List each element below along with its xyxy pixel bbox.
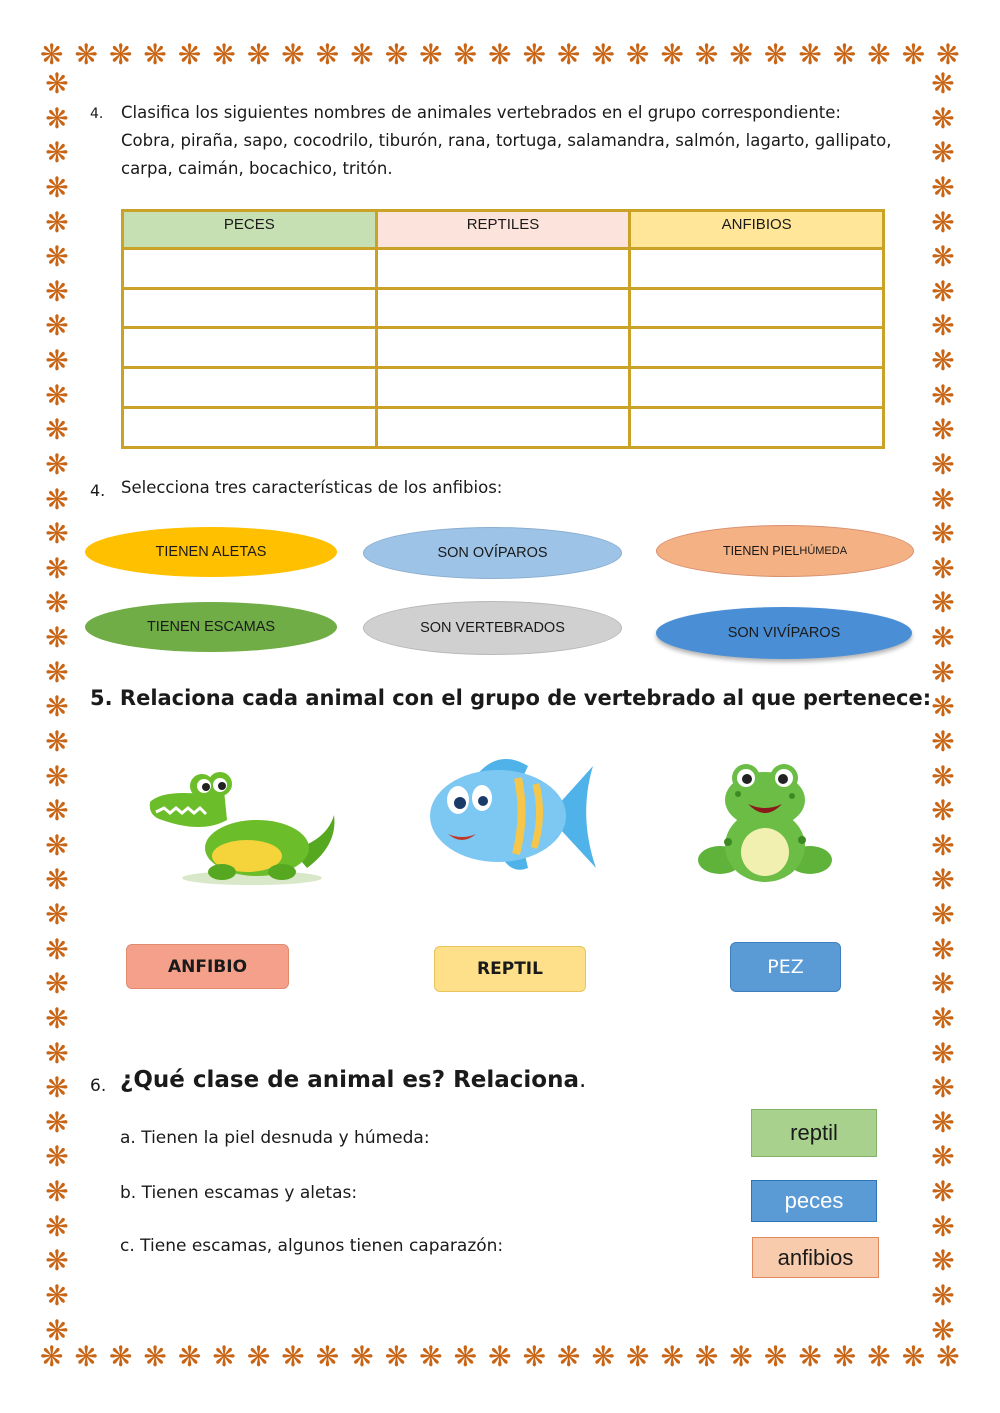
border-star-icon: ❋ <box>729 38 753 71</box>
table-row <box>123 368 884 408</box>
border-star-icon: ❋ <box>45 759 69 793</box>
header-peces: PECES <box>123 211 377 249</box>
border-star-icon: ❋ <box>931 794 955 828</box>
border-star-icon: ❋ <box>931 170 955 204</box>
border-star-icon: ❋ <box>45 967 69 1001</box>
border-star-icon: ❋ <box>522 38 547 71</box>
table-row <box>123 248 884 288</box>
border-star-icon: ❋ <box>143 1340 167 1373</box>
border-star-icon: ❋ <box>931 482 955 516</box>
border-star-icon: ❋ <box>931 447 955 481</box>
border-star-icon: ❋ <box>931 101 955 135</box>
border-star-icon: ❋ <box>45 1244 69 1278</box>
border-star-icon: ❋ <box>931 898 955 931</box>
border-star-icon: ❋ <box>108 1340 133 1373</box>
border-star-icon: ❋ <box>763 1340 788 1373</box>
border-star-icon: ❋ <box>384 1340 409 1373</box>
border-star-icon: ❋ <box>212 38 236 71</box>
border-star-icon: ❋ <box>45 794 69 828</box>
border-bottom <box>40 1340 960 1374</box>
border-star-icon: ❋ <box>45 101 69 135</box>
border-star-icon: ❋ <box>625 1340 650 1373</box>
border-star-icon: ❋ <box>901 1340 926 1373</box>
question-6-title-text: ¿Qué clase de animal es? Relaciona <box>120 1067 580 1093</box>
border-star-icon: ❋ <box>931 1278 955 1312</box>
question-number: 4. <box>90 481 106 500</box>
border-star-icon: ❋ <box>931 344 955 377</box>
border-star-icon: ❋ <box>931 967 955 1001</box>
table-cell[interactable] <box>123 328 377 368</box>
border-star-icon: ❋ <box>557 38 581 71</box>
border-star-icon: ❋ <box>931 1001 955 1035</box>
border-star-icon: ❋ <box>936 38 960 71</box>
border-star-icon: ❋ <box>931 1244 955 1278</box>
border-star-icon: ❋ <box>867 1340 891 1373</box>
characteristics-instruction: Selecciona tres características de los anfibios: <box>121 478 503 497</box>
border-star-icon: ❋ <box>931 413 955 447</box>
question-5-title: 5. Relaciona cada animal con el grupo de vertebrado al que pertenece: <box>90 686 932 710</box>
border-star-icon: ❋ <box>45 205 69 239</box>
border-star-icon: ❋ <box>45 621 69 654</box>
option-son-viviparos[interactable] <box>656 607 912 659</box>
border-star-icon: ❋ <box>45 898 69 931</box>
border-star-icon: ❋ <box>931 378 955 412</box>
border-star-icon: ❋ <box>45 1071 69 1105</box>
border-star-icon: ❋ <box>931 1140 955 1174</box>
table-cell[interactable] <box>630 368 884 408</box>
border-star-icon: ❋ <box>45 1278 69 1312</box>
border-star-icon: ❋ <box>694 38 719 71</box>
option-label-small: HÚMEDA <box>799 545 848 557</box>
frog-picture <box>698 760 832 886</box>
border-star-icon: ❋ <box>45 274 69 308</box>
border-star-icon: ❋ <box>350 38 374 71</box>
border-star-icon: ❋ <box>931 621 955 654</box>
option-label: TIENEN ESCAMAS <box>146 619 276 635</box>
border-star-icon: ❋ <box>931 67 955 100</box>
border-star-icon: ❋ <box>832 1340 857 1373</box>
border-star-icon: ❋ <box>931 1105 955 1139</box>
border-star-icon: ❋ <box>45 655 69 689</box>
border-star-icon: ❋ <box>40 38 64 71</box>
item-c: c. Tiene escamas, algunos tienen caparazón: <box>120 1236 504 1256</box>
border-star-icon: ❋ <box>419 1340 443 1373</box>
border-star-icon: ❋ <box>384 38 409 71</box>
border-star-icon: ❋ <box>453 1340 478 1373</box>
border-star-icon: ❋ <box>931 517 955 551</box>
table-row <box>123 288 884 328</box>
border-star-icon: ❋ <box>45 1036 69 1070</box>
border-star-icon: ❋ <box>45 586 69 620</box>
border-star-icon: ❋ <box>453 38 478 71</box>
border-star-icon: ❋ <box>108 38 133 71</box>
border-star-icon: ❋ <box>45 1313 69 1347</box>
border-star-icon: ❋ <box>901 38 926 71</box>
border-star-icon: ❋ <box>45 1140 69 1174</box>
border-star-icon: ❋ <box>557 1340 581 1373</box>
option-tienen-aletas[interactable] <box>85 527 337 577</box>
border-star-icon: ❋ <box>177 38 202 71</box>
answer-peces[interactable]: peces <box>751 1180 877 1222</box>
table-cell[interactable] <box>630 408 884 448</box>
item-b: b. Tienen escamas y aletas: <box>120 1183 358 1203</box>
option-tienen-escamas[interactable] <box>85 602 337 652</box>
option-label: SON VIVÍPAROS <box>727 625 841 641</box>
border-star-icon: ❋ <box>177 1340 202 1373</box>
table-cell[interactable] <box>630 248 884 288</box>
instruction-line-3: carpa, caimán, bocachico, tritón. <box>121 159 393 178</box>
border-star-icon: ❋ <box>45 1175 69 1208</box>
border-star-icon: ❋ <box>45 447 69 481</box>
border-star-icon: ❋ <box>931 1071 955 1105</box>
border-star-icon: ❋ <box>45 863 69 897</box>
border-star-icon: ❋ <box>45 309 69 343</box>
table-cell[interactable] <box>123 408 377 448</box>
border-star-icon: ❋ <box>931 863 955 897</box>
border-star-icon: ❋ <box>45 932 69 966</box>
question-number: 4. <box>90 106 104 122</box>
option-label: SON VERTEBRADOS <box>420 620 565 636</box>
border-star-icon: ❋ <box>45 482 69 516</box>
border-star-icon: ❋ <box>931 828 955 862</box>
border-star-icon: ❋ <box>45 1001 69 1035</box>
border-star-icon: ❋ <box>694 1340 719 1373</box>
border-star-icon: ❋ <box>246 38 271 71</box>
answer-anfibios[interactable]: anfibios <box>752 1237 879 1278</box>
question-6-title <box>120 1067 586 1093</box>
table-cell[interactable] <box>630 328 884 368</box>
border-star-icon: ❋ <box>45 170 69 204</box>
border-star-icon: ❋ <box>763 38 788 71</box>
table-cell[interactable] <box>630 288 884 328</box>
border-star-icon: ❋ <box>143 38 167 71</box>
border-star-icon: ❋ <box>419 38 443 71</box>
table-cell[interactable] <box>376 288 630 328</box>
table-cell[interactable] <box>376 248 630 288</box>
border-star-icon: ❋ <box>45 1209 69 1243</box>
header-anfibios: ANFIBIOS <box>630 211 884 249</box>
option-label: TIENEN ALETAS <box>155 544 267 560</box>
border-star-icon: ❋ <box>488 1340 512 1373</box>
border-star-icon: ❋ <box>281 38 305 71</box>
border-star-icon: ❋ <box>867 38 891 71</box>
question-number: 6. <box>90 1076 107 1096</box>
table-cell[interactable] <box>376 408 630 448</box>
border-star-icon: ❋ <box>40 1340 64 1373</box>
border-star-icon: ❋ <box>798 1340 822 1373</box>
border-star-icon: ❋ <box>931 240 955 274</box>
border-star-icon: ❋ <box>591 1340 615 1373</box>
table-cell[interactable] <box>123 248 377 288</box>
instruction-line-1: Clasifica los siguientes nombres de animales vertebrados en el grupo correspondiente: <box>121 103 841 122</box>
table-cell[interactable] <box>376 328 630 368</box>
border-star-icon: ❋ <box>522 1340 547 1373</box>
border-star-icon: ❋ <box>45 551 69 585</box>
border-star-icon: ❋ <box>246 1340 271 1373</box>
border-star-icon: ❋ <box>45 67 69 100</box>
classification-table <box>121 209 885 449</box>
table-header-row <box>123 211 884 249</box>
option-label: TIENEN PIEL <box>722 544 800 558</box>
border-star-icon: ❋ <box>45 136 69 170</box>
header-reptiles: REPTILES <box>376 211 630 249</box>
border-star-icon: ❋ <box>488 38 512 71</box>
border-star-icon: ❋ <box>74 38 98 71</box>
border-star-icon: ❋ <box>315 1340 340 1373</box>
border-star-icon: ❋ <box>931 205 955 239</box>
table-cell[interactable] <box>123 368 377 408</box>
border-star-icon: ❋ <box>212 1340 236 1373</box>
border-star-icon: ❋ <box>660 38 684 71</box>
option-son-vertebrados[interactable] <box>363 601 622 655</box>
border-star-icon: ❋ <box>45 724 69 758</box>
instruction-line-2: Cobra, piraña, sapo, cocodrilo, tiburón, rana, tortuga, salamandra, salmón, lagarto, gallipato, <box>121 131 892 150</box>
border-star-icon: ❋ <box>931 932 955 966</box>
border-star-icon: ❋ <box>931 655 955 689</box>
border-star-icon: ❋ <box>45 240 69 274</box>
border-star-icon: ❋ <box>45 378 69 412</box>
border-star-icon: ❋ <box>45 690 69 724</box>
border-star-icon: ❋ <box>931 724 955 758</box>
border-star-icon: ❋ <box>931 274 955 308</box>
border-star-icon: ❋ <box>931 1175 955 1208</box>
option-label: SON OVÍPAROS <box>437 545 548 561</box>
item-a: a. Tienen la piel desnuda y húmeda: <box>120 1128 430 1148</box>
border-star-icon: ❋ <box>281 1340 305 1373</box>
border-star-icon: ❋ <box>798 38 822 71</box>
table-row <box>123 328 884 368</box>
question-6-title-period: . <box>579 1067 587 1093</box>
table-row <box>123 408 884 448</box>
tag-reptil[interactable]: REPTIL <box>434 946 586 992</box>
answer-reptil[interactable]: reptil <box>751 1109 877 1157</box>
border-star-icon: ❋ <box>931 1036 955 1070</box>
tag-pez[interactable]: PEZ <box>730 942 841 992</box>
border-left <box>40 67 74 1347</box>
border-star-icon: ❋ <box>931 1313 955 1347</box>
tag-anfibio[interactable]: ANFIBIO <box>126 944 289 989</box>
border-top <box>40 38 960 72</box>
border-star-icon: ❋ <box>931 690 955 724</box>
border-star-icon: ❋ <box>832 38 857 71</box>
border-star-icon: ❋ <box>45 413 69 447</box>
border-star-icon: ❋ <box>729 1340 753 1373</box>
border-star-icon: ❋ <box>931 586 955 620</box>
option-tienen-piel-humeda[interactable] <box>656 525 914 577</box>
border-star-icon: ❋ <box>315 38 340 71</box>
border-star-icon: ❋ <box>350 1340 374 1373</box>
table-cell[interactable] <box>123 288 377 328</box>
border-star-icon: ❋ <box>931 136 955 170</box>
border-star-icon: ❋ <box>45 517 69 551</box>
border-star-icon: ❋ <box>931 1209 955 1243</box>
border-star-icon: ❋ <box>45 828 69 862</box>
border-star-icon: ❋ <box>931 551 955 585</box>
option-son-oviparos[interactable] <box>363 527 622 579</box>
border-star-icon: ❋ <box>936 1340 960 1373</box>
border-star-icon: ❋ <box>45 1105 69 1139</box>
border-star-icon: ❋ <box>931 759 955 793</box>
fish-picture <box>428 748 600 884</box>
crocodile-picture <box>142 760 342 888</box>
border-star-icon: ❋ <box>625 38 650 71</box>
border-star-icon: ❋ <box>591 38 615 71</box>
border-star-icon: ❋ <box>74 1340 98 1373</box>
table-cell[interactable] <box>376 368 630 408</box>
border-star-icon: ❋ <box>45 344 69 377</box>
border-star-icon: ❋ <box>660 1340 684 1373</box>
border-star-icon: ❋ <box>931 309 955 343</box>
